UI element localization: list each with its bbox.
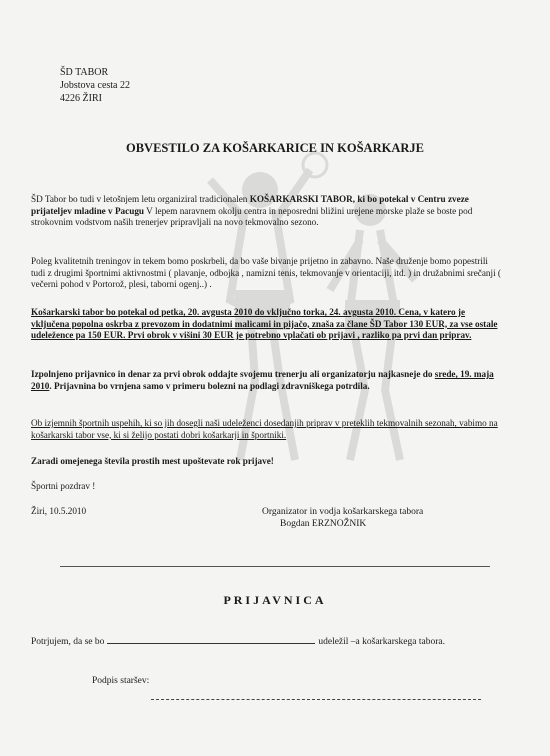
organizer-signature-block	[262, 506, 423, 530]
achievements-paragraph: Ob izjemnih športnih uspehih, ki so jih dosegli naši udeleženci dosedanjih priprav v preteklih tekmovalnih sezonah, vabimo na košarkarski tabor vse, ki si želijo postati dobri košarkarji in športniki.	[31, 418, 498, 440]
intro-text-a: ŠD Tabor bo tudi v letošnjem letu organiziral tradicionalen	[31, 194, 250, 204]
confirm-suffix: udeležil –a košarkarskega tabora.	[318, 637, 445, 647]
intro-text-b: V lepem naravnem okolju centra in neposredni bližini urejene morske plaže se boste pod strokovnim vodstvom naših trenerjev pripravljali na novo tekmovalno sezono.	[31, 205, 473, 228]
place-date: Žiri, 10.5.2010	[31, 506, 87, 516]
organizer-role: Organizator in vodja košarkarskega tabora	[262, 507, 424, 517]
participant-name-field[interactable]	[107, 634, 315, 644]
deadline-text-a: Izpolnjeno prijavnico in denar za prvi obrok oddajte svojemu trenerju ali organizatorju najkasneje do	[31, 369, 435, 379]
separator-line	[60, 566, 490, 567]
organizer-name: Bogdan ERZNOŽNIK	[280, 519, 367, 529]
deadline-text-b: . Prijavnina bo vrnjena samo v primeru bolezni na podlagi zdravniškega potrdila.	[49, 380, 370, 391]
confirmation-line	[31, 634, 445, 647]
intro-text-bold: KOŠARKARSKI TABOR, ki bo potekal v Centru zveze prijateljev mladine v Pacugu	[31, 194, 469, 216]
document-title: OBVESTILO ZA KOŠARKARICE IN KOŠARKARJE	[126, 141, 424, 155]
limited-spots-note: Zaradi omejenega števila prostih mest upoštevate rok prijave!	[31, 456, 274, 466]
activities-paragraph: Poleg kvalitetnih treningov in tekem bomo poskrbeli, da bo vaše bivanje prijetno in zabavno. Naše druženje bomo popestrili tudi z drugimi športnimi aktivnostmi ( plavanje, odbojka , namizni tenis, tekmovanje v orientaciji, itd. ) in družabnimi srečanji ( večerni pohod v Portorož, plesi, taborni ogenj..) .	[31, 256, 501, 290]
form-title: PRIJAVNICA	[223, 593, 327, 607]
deadline-date: srede, 19. maja 2010	[31, 369, 494, 391]
sender-address	[60, 66, 130, 105]
intro-paragraph	[31, 194, 501, 229]
dates-price-paragraph: Košarkarski tabor bo potekal od petka, 20. avgusta 2010 do vključno torka, 24. avgusta 2010. Cena, v katero je vključena popolna oskrba z prevozom in dodatnimi malicami in pijačo, znaša za člane ŠD Tabor 130 EUR, za vse ostale udeležence pa 150 EUR. Prvi obrok v višini 30 EUR je potrebno vplačati ob prijavi , razliko pa prvi dan priprav.	[31, 307, 498, 341]
greeting: Športni pozdrav !	[31, 481, 96, 491]
sender-city: 4226 ŽIRI	[60, 93, 102, 104]
signature-label: Podpis staršev:	[92, 676, 150, 686]
sender-street: Jobstova cesta 22	[60, 80, 130, 91]
confirm-prefix: Potrjujem, da se bo	[31, 637, 105, 647]
deadline-paragraph	[31, 369, 501, 392]
parent-signature-field[interactable]	[151, 699, 481, 700]
sender-name: ŠD TABOR	[60, 67, 109, 78]
